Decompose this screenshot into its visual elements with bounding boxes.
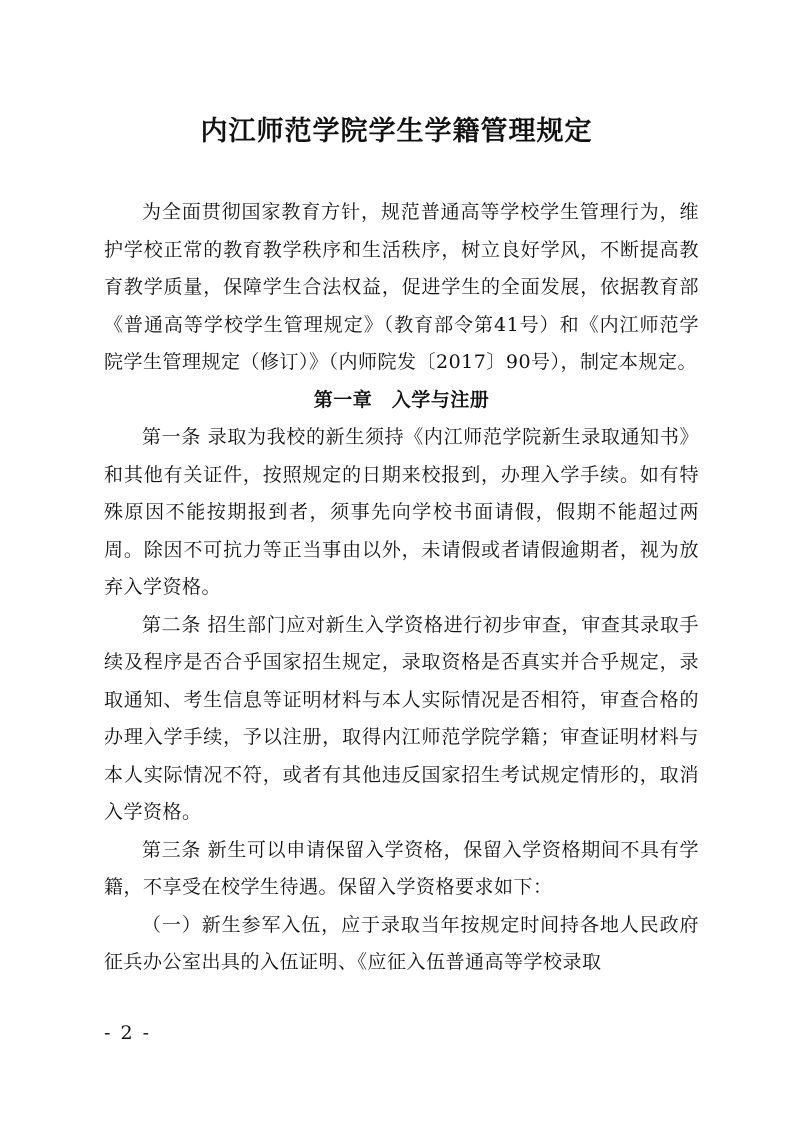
document-body (104, 194, 699, 982)
document-title: 内江师范学院学生学籍管理规定 (200, 116, 593, 147)
article-3: 第三条 新生可以申请保留入学资格，保留入学资格期间不具有学籍，不享受在校学生待遇。保留入学资格要求如下： (104, 838, 699, 898)
preamble-paragraph: 为全面贯彻国家教育方针，规范普通高等学校学生管理行为，维护学校正常的教育教学秩序和生活秩序，树立良好学风，不断提高教育教学质量，保障学生合法权益，促进学生的全面发展，依据教育部《普通高等学校学生管理规定》（教育部令第41号）和《内江师范学院学生管理规定（修订）》（内师院发〔2017〕90号），制定本规定。 (104, 201, 699, 373)
article-3-item-1: （一）新生参军入伍，应于录取当年按规定时间持各地人民政府征兵办公室出具的入伍证明、《应征入伍普通高等学校录取 (104, 913, 699, 973)
article-1: 第一条 录取为我校的新生须持《内江师范学院新生录取通知书》和其他有关证件，按照规定的日期来校报到，办理入学手续。如有特殊原因不能按期报到者，须事先向学校书面请假，假期不能超过两周。除因不可抗力等正当事由以外，未请假或者请假逾期者，视为放弃入学资格。 (104, 426, 699, 598)
page-number: - 2 - (104, 1022, 152, 1044)
chapter-heading: 第一章 入学与注册 (313, 388, 490, 411)
article-2: 第二条 招生部门应对新生入学资格进行初步审查，审查其录取手续及程序是否合乎国家招生规定，录取资格是否真实并合乎规定，录取通知、考生信息等证明材料与本人实际情况是否相符，审查合格的办理入学手续，予以注册，取得内江师范学院学籍；审查证明材料与本人实际情况不符，或者有其他违反国家招生考试规定情形的，取消入学资格。 (104, 613, 699, 823)
